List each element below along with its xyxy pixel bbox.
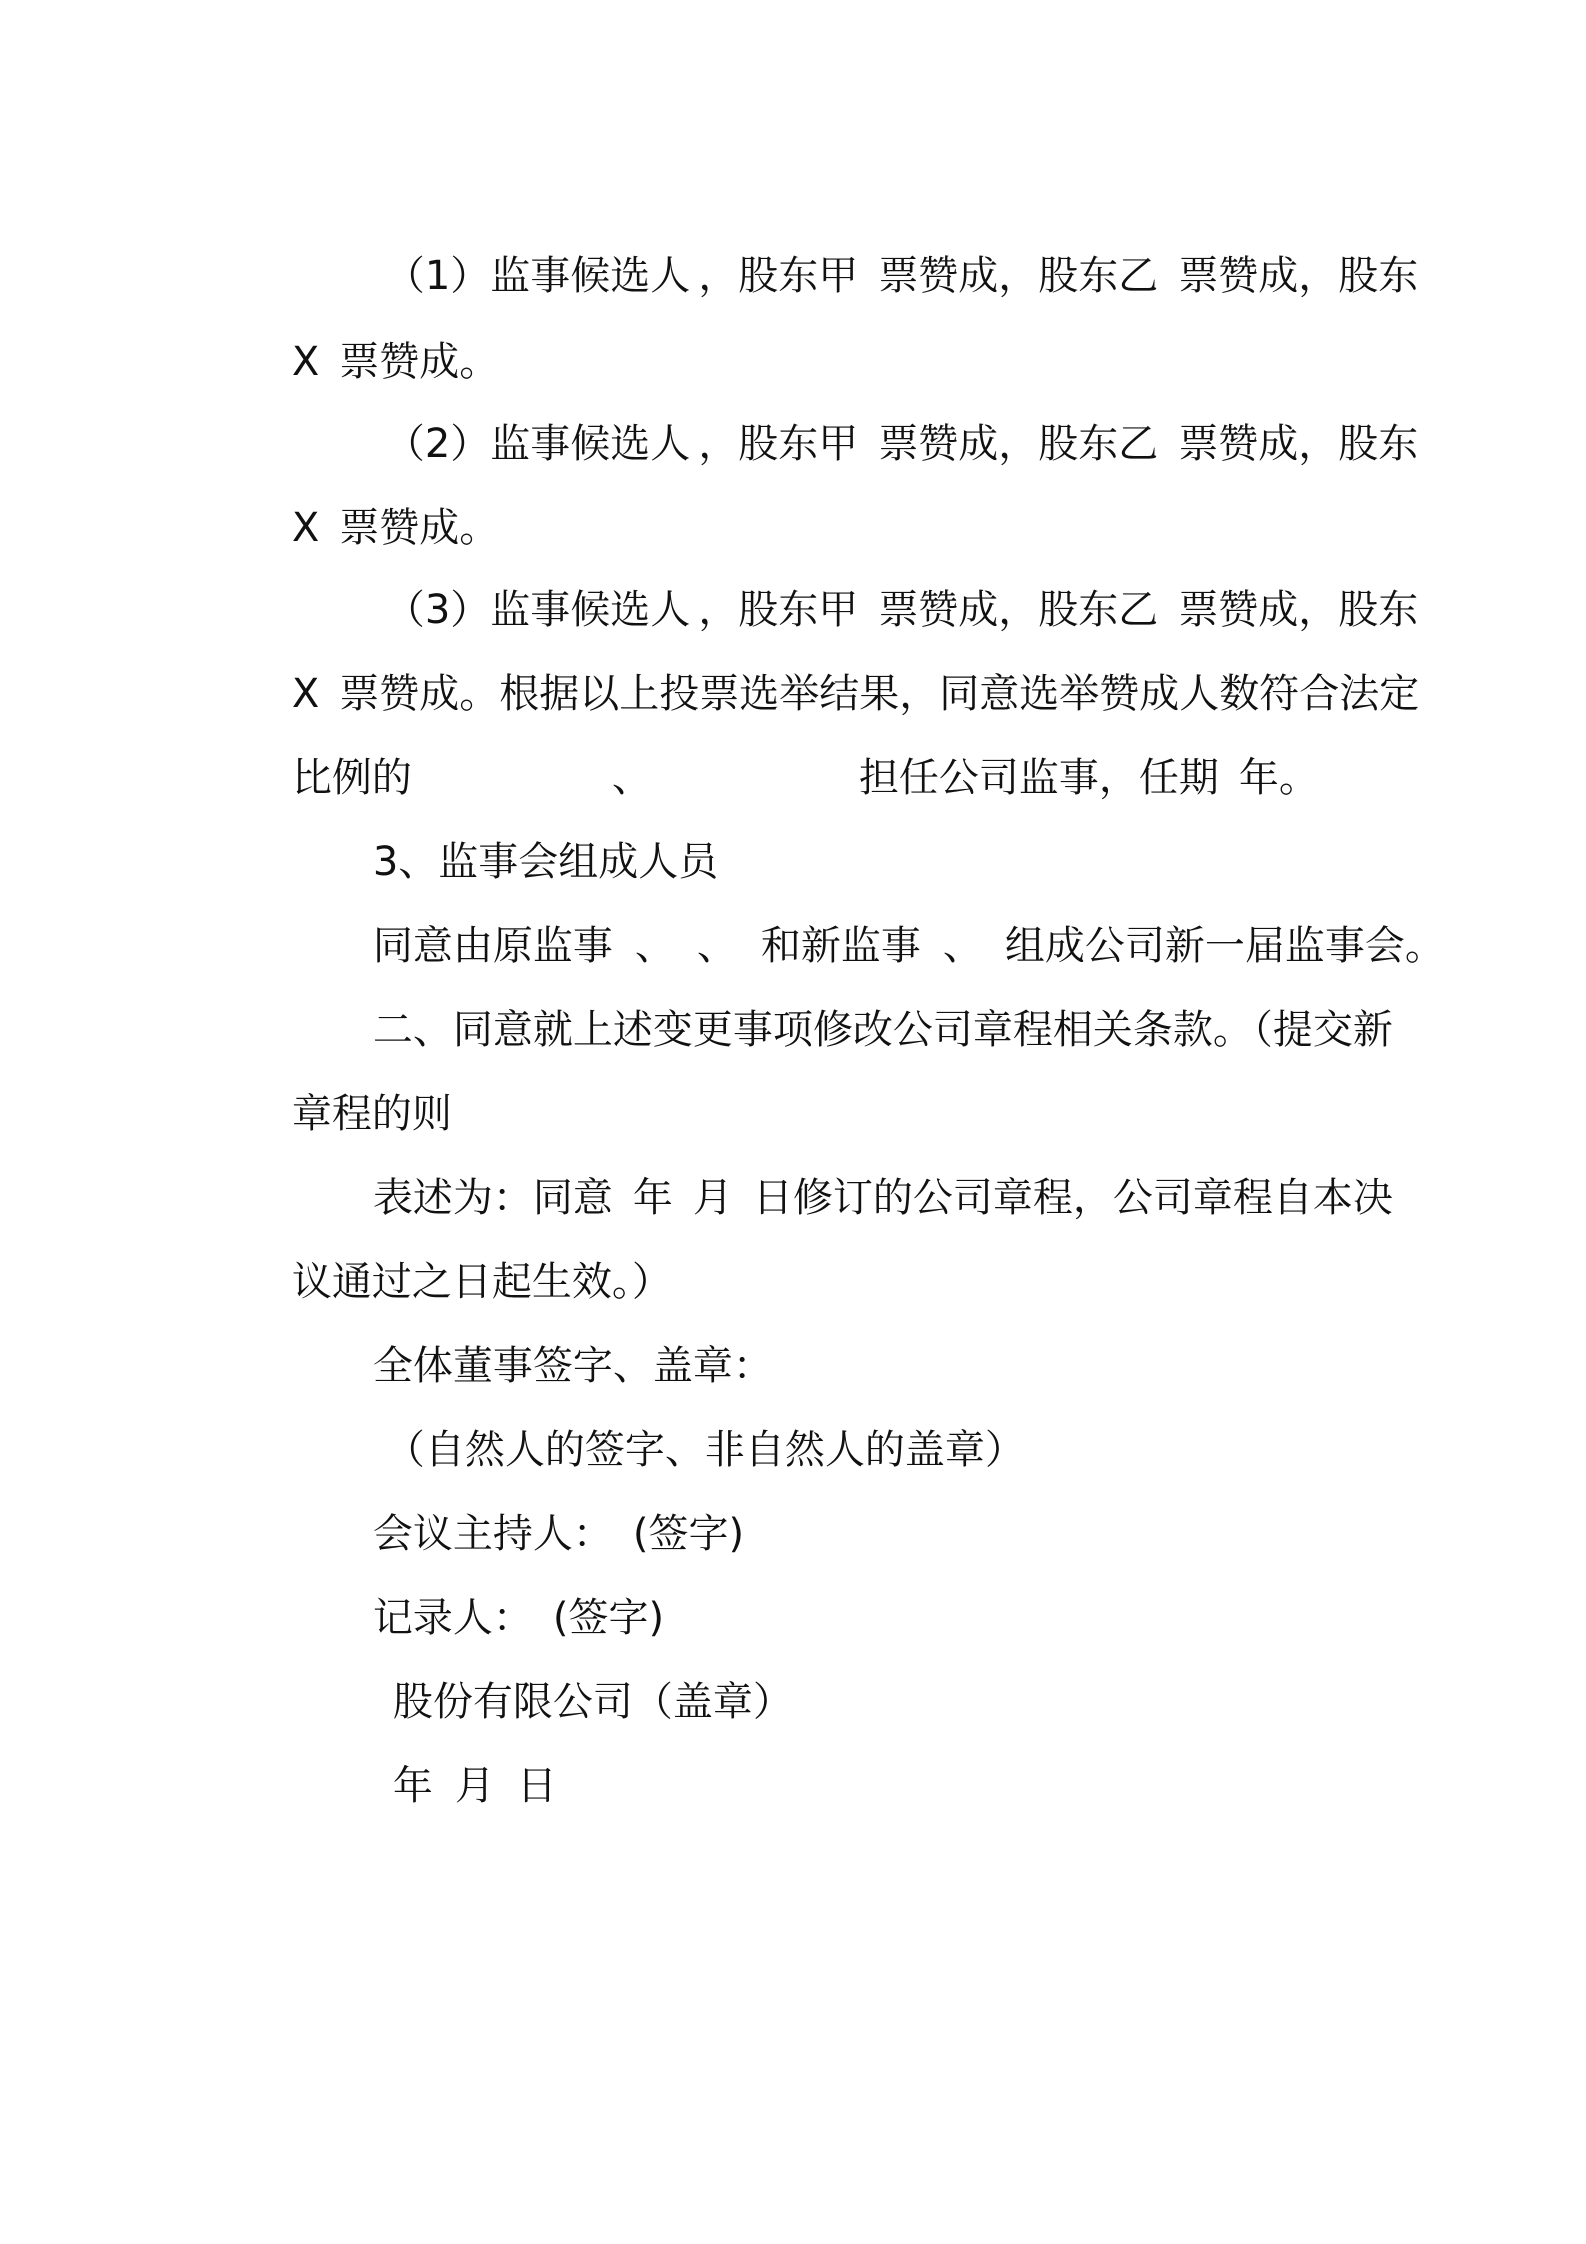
section-two-text-1: 二、同意就上述变更事项修改公司章程相关条款。（提交新 [372, 1007, 1393, 1053]
item-2-line-1 [334, 372, 1419, 467]
item-2-x-label: X [291, 505, 320, 551]
item-3-comma: 、 [611, 755, 652, 801]
section-two-line-3 [322, 1126, 1393, 1221]
section-two-text-2: 章程的则 [291, 1091, 452, 1137]
section-3-original-supervisors: 同意由原监事 [372, 923, 613, 969]
item-2-prefix: （2）监事候选人 [384, 421, 691, 467]
host-label: 会议主持人： [372, 1511, 613, 1557]
item-1-shareholder-a: ，股东甲 [698, 253, 859, 299]
item-3-line-3 [241, 706, 412, 801]
item-3-shareholder-b: 票赞成，股东乙 [878, 587, 1159, 633]
section-3-members-line [322, 874, 1445, 969]
section-two-line-1 [322, 958, 1393, 1053]
item-2-shareholder-a: ，股东甲 [698, 421, 859, 467]
item-3-separator [561, 706, 652, 801]
host-signature-line [322, 1462, 745, 1557]
section-two-revised: 日修订的公司章程，公司章程自本决 [752, 1175, 1393, 1221]
item-1-prefix: （1）监事候选人 [384, 253, 691, 299]
item-3-term-text: 担任公司监事，任期 [858, 755, 1219, 801]
section-two-text-4: 议通过之日起生效。） [291, 1259, 672, 1305]
item-1-shareholder-b: 票赞成，股东乙 [878, 253, 1159, 299]
section-two-line-4 [241, 1210, 672, 1305]
section-3-heading-text: 3、监事会组成人员 [372, 839, 719, 885]
section-3-comma-2: 、 [696, 923, 737, 969]
item-1-line-1 [334, 204, 1419, 299]
date-line [342, 1714, 557, 1809]
recorder-signature-line [322, 1546, 665, 1641]
item-2-line-2 [241, 456, 500, 551]
item-3-x-label: X [291, 671, 320, 717]
section-two-line-2 [241, 1042, 452, 1137]
date-month: 月 [454, 1763, 495, 1809]
recorder-label: 记录人： [372, 1595, 533, 1641]
date-year: 年 [392, 1763, 433, 1809]
directors-signature-label: 全体董事签字、盖章： [372, 1343, 773, 1389]
section-3-new-supervisors: 和新监事 [760, 923, 921, 969]
item-2-x-votes: 票赞成。 [339, 505, 500, 551]
item-2-shareholder-b: 票赞成，股东乙 [878, 421, 1159, 467]
company-seal-line [342, 1630, 793, 1725]
item-1-shareholder-x: 票赞成，股东 [1178, 253, 1419, 299]
section-two-agree: 表述为：同意 [372, 1175, 613, 1221]
section-3-comma-1: 、 [634, 923, 675, 969]
item-2-shareholder-x: 票赞成，股东 [1178, 421, 1419, 467]
section-3-comma-3: 、 [942, 923, 983, 969]
item-3-result-text: 票赞成。根据以上投票选举结果，同意选举赞成人数符合法定 [339, 671, 1420, 717]
recorder-sign: (签字) [552, 1595, 665, 1641]
section-two-month: 月 [692, 1175, 733, 1221]
date-day: 日 [516, 1763, 557, 1809]
section-two-year: 年 [632, 1175, 673, 1221]
section-3-heading [322, 790, 719, 885]
item-3-line-2 [241, 622, 1420, 717]
host-sign: (签字) [632, 1511, 745, 1557]
signature-note: （自然人的签字、非自然人的盖章） [384, 1427, 1025, 1473]
item-1-x-votes: 票赞成。 [339, 339, 500, 385]
item-3-shareholder-a: ，股东甲 [698, 587, 859, 633]
signature-note-line [334, 1378, 1025, 1473]
item-3-term-years: 年。 [1238, 755, 1319, 801]
item-3-ratio-label: 比例的 [291, 755, 412, 801]
item-3-term-line [808, 706, 1319, 801]
item-3-shareholder-x: 票赞成，股东 [1178, 587, 1419, 633]
item-3-line-1 [334, 538, 1419, 633]
company-seal-label: 股份有限公司（盖章） [392, 1679, 793, 1725]
item-1-line-2 [241, 290, 500, 385]
section-3-form-board: 组成公司新一届监事会。 [1004, 923, 1445, 969]
item-3-prefix: （3）监事候选人 [384, 587, 691, 633]
item-1-x-label: X [291, 339, 320, 385]
directors-signature-line [322, 1294, 773, 1389]
